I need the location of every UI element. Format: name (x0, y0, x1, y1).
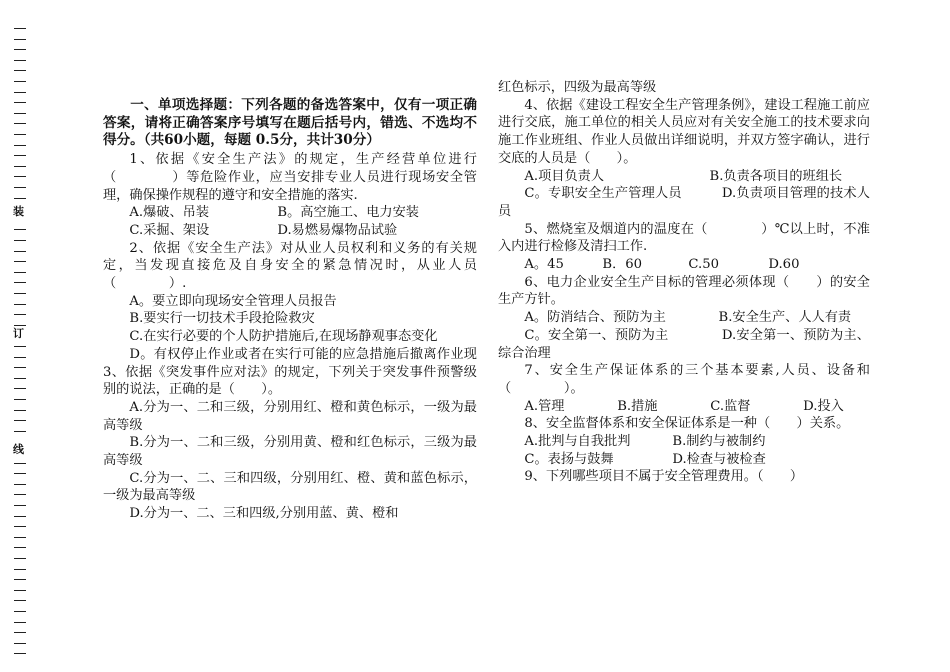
binding-dash (14, 155, 26, 156)
option-text: A。防消结合、预防为主 B.安全生产、人人有责 (524, 310, 852, 326)
binding-dash (14, 622, 26, 623)
binding-dash (14, 357, 26, 358)
option-text: A.管理 B.措施 C.监督 D.投入 (524, 398, 844, 414)
question-text: 6、电力企业安全生产目标的管理必须体现（ ）的安全生产方针。 (498, 274, 870, 308)
option-text: B.要实行一切技术手段抢险救灾 (129, 311, 315, 327)
binding-dash (14, 325, 26, 326)
binding-dash (14, 176, 26, 177)
binding-dash (14, 346, 26, 347)
binding-dash (14, 484, 26, 485)
binding-dash (14, 388, 26, 389)
option-text: B.分为一、二和三级，分别用黄、橙和红色标示，三级为最高等级 (103, 435, 477, 469)
binding-dash (14, 600, 26, 601)
question-text: 1、依据《安全生产法》的规定，生产经营单位进行（ ）等危险作业，应当安排专业人员进行现场安全管理，确保操作规程的遵守和安全措施的落实. (103, 152, 477, 203)
right-column (498, 79, 870, 486)
binding-dash (14, 187, 26, 188)
binding-dash (14, 547, 26, 548)
binding-dash (14, 102, 26, 103)
binding-dash (14, 558, 26, 559)
option-row (498, 433, 870, 451)
section-title: 一、单项选择题：下列各题的备选答案中，仅有一项正确答案，请将正确答案序号填写在题后括号内，错选、不选均不得分。（共60小题，每题 0.5分，共计30分） (103, 97, 477, 149)
option-text: B。高空施工、电力安装 (277, 205, 419, 221)
binding-dash (14, 49, 26, 50)
binding-dash (14, 304, 26, 305)
option-row (498, 256, 870, 274)
binding-dash (14, 378, 26, 379)
option-text: A.批判与自我批判 (524, 434, 631, 450)
binding-dash (14, 293, 26, 294)
question-text: 8、安全监督体系和安全保证体系是一种（ ）关系。 (524, 416, 850, 432)
binding-margin (0, 0, 34, 672)
option-text: A.爆破、吊装 (129, 205, 210, 221)
binding-dash (14, 81, 26, 82)
option-text: C。专职安全生产管理人员 D.负责项目管理的技术人员 (498, 186, 870, 219)
binding-dash (14, 60, 26, 61)
binding-dash (14, 123, 26, 124)
question-text: 9、下列哪些项目不属于安全管理费用。（ ） (524, 469, 804, 485)
option-text: D.分为一、二、三和四级,分别用蓝、黄、橙和 (129, 506, 399, 522)
option-text: C。表扬与鼓舞 (524, 451, 614, 467)
option-text: C.在实行必要的个人防护措施后,在现场静观事态变化 (129, 329, 438, 345)
binding-dash (14, 653, 26, 654)
option-text: D.检查与被检查 (672, 451, 766, 467)
binding-dash (14, 569, 26, 570)
option-text: D。有权停止作业或者在实行可能的应急措施后撤离作业现 3、依据《突发事件应对法》的规定，下列关于突发事件预警级别的说法，正确的是（ ）。 (103, 346, 477, 398)
option-row (103, 222, 477, 240)
binding-dash (14, 166, 26, 167)
binding-char: 线 (13, 443, 24, 456)
option-text: C.分为一、二、三和四级，分别用红、橙、黄和蓝色标示，一级为最高等级 (103, 470, 477, 504)
binding-dash (14, 505, 26, 506)
option-text: C.50 (688, 257, 719, 273)
option-text: A.分为一、二和三级，分别用红、橙和黄色标示，一级为最高等级 (103, 399, 477, 433)
option-text: A.项目负责人 B.负责各项目的班组长 (524, 168, 843, 184)
question-text: 7、安全生产保证体系的三个基本要素,人员、设备和（ ）。 (498, 363, 870, 396)
option-row (103, 204, 477, 222)
binding-dash (14, 240, 26, 241)
question-text: 4、依据《建设工程安全生产管理条例》，建设工程施工前应进行交底，施工单位的相关人员应对有关安全施工的技术要求向施工作业班组、作业人员做出详细说明，并双方签字确认，进行交底的人员是（ ）。 (498, 97, 870, 166)
option-text: A。45 (524, 257, 564, 273)
binding-dash (14, 632, 26, 633)
option-text: D.易燃易爆物品试验 (277, 222, 398, 238)
option-text: B．60 (602, 257, 643, 273)
binding-dash (14, 463, 26, 464)
question-text: 2、依据《安全生产法》对从业人员权利和义务的有关规定，当发现直接危及自身安全的紧急情况时，从业人员（ ）. (103, 240, 477, 292)
binding-dash (14, 473, 26, 474)
binding-dash (14, 70, 26, 71)
binding-dash (14, 113, 26, 114)
binding-dash (14, 314, 26, 315)
binding-dash (14, 494, 26, 495)
binding-dash (14, 134, 26, 135)
binding-dash (14, 579, 26, 580)
question-text: 5、燃烧室及烟道内的温度在（ ）℃以上时，不准入内进行检修及清扫工作. (498, 221, 870, 255)
binding-dash (14, 92, 26, 93)
binding-dash (14, 420, 26, 421)
binding-dash (14, 198, 26, 199)
binding-dash (14, 410, 26, 411)
binding-dash (14, 251, 26, 252)
option-text: D.60 (768, 257, 800, 273)
binding-dash (14, 145, 26, 146)
option-text: A。要立即向现场安全管理人员报告 (129, 293, 337, 309)
option-text: B.制约与被制约 (672, 434, 766, 450)
option-text: 红色标示，四级为最高等级 (498, 80, 657, 95)
binding-char: 装 (13, 205, 24, 218)
binding-dash (14, 643, 26, 644)
binding-dash (14, 261, 26, 262)
option-text: C。安全第一、预防为主 D.安全第一、预防为主、综合治理 (498, 327, 870, 361)
left-column (103, 97, 477, 523)
binding-dash (14, 272, 26, 273)
binding-dash (14, 399, 26, 400)
binding-dash (14, 537, 26, 538)
binding-dash (14, 229, 26, 230)
binding-dash (14, 590, 26, 591)
binding-dash (14, 611, 26, 612)
binding-dash (14, 526, 26, 527)
option-text: C.采掘、架设 (129, 222, 210, 238)
binding-dash (14, 516, 26, 517)
binding-dash (14, 282, 26, 283)
binding-char: 订 (13, 327, 24, 340)
option-row (498, 451, 870, 469)
binding-dash (14, 28, 26, 29)
binding-dash (14, 39, 26, 40)
binding-dash (14, 367, 26, 368)
binding-dash (14, 431, 26, 432)
